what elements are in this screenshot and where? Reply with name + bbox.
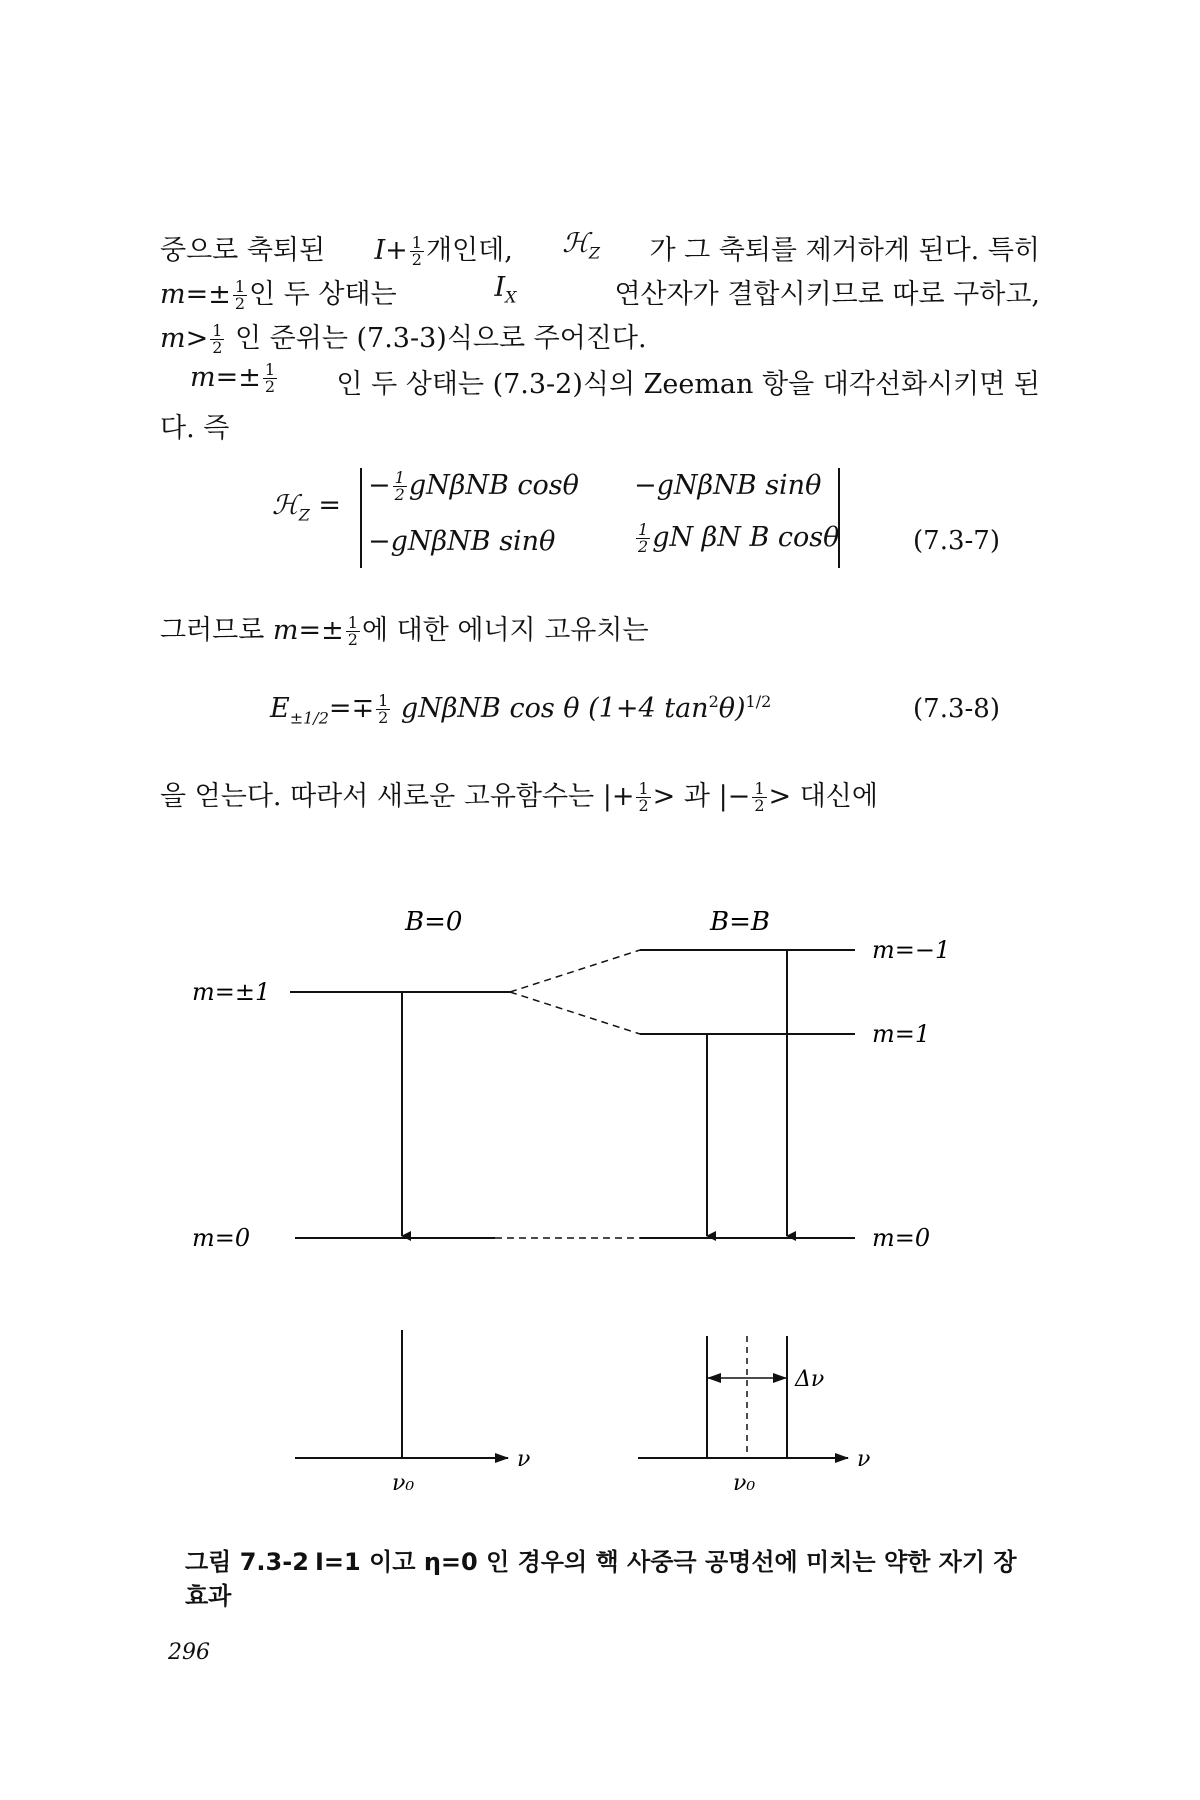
hamiltonian-sub: Z [588, 243, 601, 263]
eq7-a22-text: gN βN B cosθ [652, 522, 840, 553]
p1-l2-text-a: 인 두 상태는 [249, 279, 397, 310]
p2-l2-text: 다. 즉 [160, 413, 230, 444]
eq8-number: (7.3-8) [913, 694, 1000, 724]
p4-ket-plus-close: > [652, 781, 676, 812]
p4-and: 과 [683, 781, 710, 812]
frac-den: 2 [754, 796, 765, 815]
figure-caption [185, 1545, 1045, 1613]
p2-l1-m: m=± [190, 362, 261, 393]
p3-text-b: 에 대한 에너지 고유치는 [361, 615, 649, 646]
frac-num: 1 [378, 691, 389, 710]
p1-l1-I: I+ [374, 235, 408, 266]
eq7-a11-minus: − [368, 470, 391, 501]
frac-num: 1 [754, 779, 765, 798]
p4-ket-minus: |− [718, 781, 751, 812]
split-line-lower [510, 992, 640, 1034]
frac-num: 1 [234, 277, 246, 296]
frac-den: 2 [638, 796, 649, 815]
delta-nu-label: Δν [795, 1367, 825, 1392]
nu-axis-left: ν [517, 1447, 531, 1472]
frac-den: 2 [411, 250, 422, 269]
label-m-minus1: m=−1 [872, 936, 951, 964]
page-number: 296 [168, 1640, 210, 1665]
eq8-body: gNβNB cos θ (1+4 tan [400, 693, 709, 724]
eq7-hamiltonian: ℋ [272, 490, 299, 521]
frac-num: 1 [638, 520, 649, 539]
label-bb: B=B [710, 907, 770, 937]
nu-axis-right: ν [857, 1447, 871, 1472]
frac-num: 1 [411, 233, 422, 252]
p4-ket-plus: |+ [602, 781, 635, 812]
p3-m: m=± [272, 615, 344, 646]
label-m0-right: m=0 [872, 1224, 931, 1252]
p1-l3-m: m> [160, 323, 209, 354]
p4-text-b: 대신에 [799, 781, 878, 812]
label-m-pm1: m=±1 [192, 978, 271, 1006]
eq7-equals: = [309, 490, 342, 521]
p4-ket-minus-close: > [768, 781, 792, 812]
frac-num: 1 [394, 468, 405, 487]
label-b0: B=0 [405, 907, 463, 937]
ix-sub: X [505, 287, 517, 307]
frac-den: 2 [212, 338, 223, 357]
frac-den: 2 [394, 485, 405, 504]
eq7-a12-text: −gNβNB sinθ [634, 470, 822, 501]
caption-label: 그림 7.3-2 [185, 1548, 309, 1576]
p1-l1-text-c: 가 그 축퇴를 제거하게 된다. 특히 [649, 235, 1040, 266]
eq8-E: E [270, 693, 290, 724]
p1-l2-m: m=± [160, 279, 231, 310]
eq8-tail: θ) [718, 693, 746, 724]
eq7-number: (7.3-7) [913, 526, 1000, 556]
p1-l2-text-b: 연산자가 결합시키므로 따로 구하고, [614, 279, 1040, 310]
caption-text: I=1 이고 η=0 인 경우의 핵 사중극 공명선에 미치는 약한 자기 장 효과 [185, 1548, 1017, 1610]
frac-den: 2 [234, 294, 246, 313]
split-line-upper [510, 950, 640, 992]
p4-text-a: 을 얻는다. 따라서 새로운 고유함수는 [160, 781, 595, 812]
eq8-square: 2 [708, 692, 719, 711]
frac-num: 1 [638, 779, 649, 798]
eq8-equals: =∓ [328, 693, 375, 724]
ix-operator: I [494, 272, 506, 303]
eq7-a21-text: −gNβNB sinθ [368, 526, 556, 557]
frac-num: 1 [212, 321, 223, 340]
eq7-hamiltonian-sub: Z [298, 505, 310, 525]
frac-num: 1 [264, 360, 276, 379]
p2-l1-text-a: 인 두 상태는 (7.3-2)식의 Zeeman 항을 대각선화시키면 된 [336, 369, 1040, 400]
nu0-left: ν₀ [392, 1471, 415, 1496]
frac-den: 2 [378, 708, 389, 727]
p1-l1-text-b: 개인데, [425, 235, 513, 266]
frac-num: 1 [347, 613, 358, 632]
p1-l1-text-a: 중으로 축퇴된 [160, 235, 326, 266]
frac-den: 2 [347, 630, 358, 649]
p1-l3-text-a: 인 준위는 (7.3-3)식으로 주어진다. [235, 323, 647, 354]
nu0-right: ν₀ [733, 1471, 756, 1496]
label-m0-left: m=0 [192, 1224, 251, 1252]
eq7-a11-text: gNβNB cosθ [408, 470, 579, 501]
eq8-sub: ±1/2 [289, 708, 329, 728]
frac-den: 2 [264, 377, 276, 396]
label-m-plus1: m=1 [872, 1020, 931, 1048]
eq8-power: 1/2 [745, 692, 772, 711]
frac-den: 2 [638, 537, 649, 556]
p3-text-a: 그러므로 [160, 615, 265, 646]
hamiltonian-symbol: ℋ [562, 228, 589, 259]
